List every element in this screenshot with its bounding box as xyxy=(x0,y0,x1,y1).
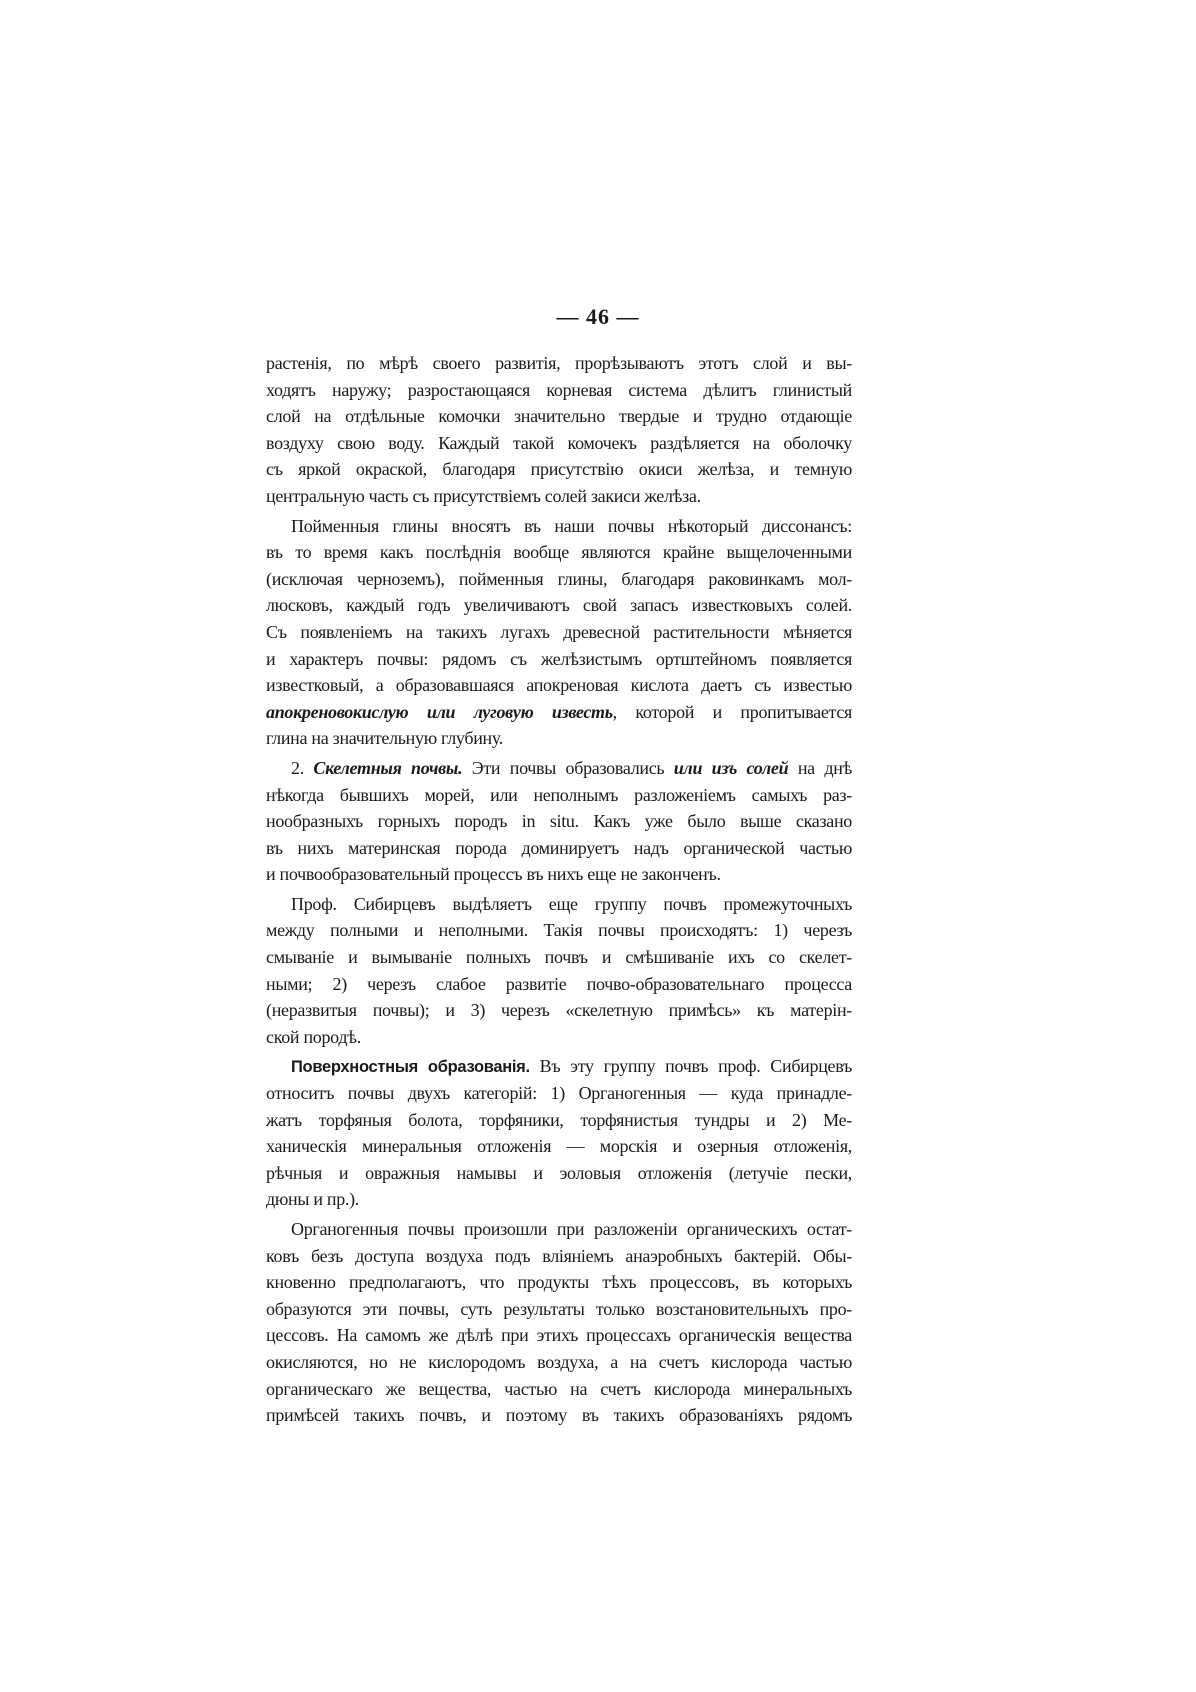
page-number: — 46 — xyxy=(556,304,640,329)
text-span: на днѣ xyxy=(788,757,852,778)
text-span: Эти почвы образовались xyxy=(462,757,674,778)
text-line: ковъ безъ доступа воздуха подъ вліяніемъ анаэробныхъ бактерій. Обы- xyxy=(266,1245,852,1266)
text-line: и почвообразовательный процессъ въ нихъ еще не законченъ. xyxy=(266,864,721,885)
text-line: Проф. Сибирцевъ выдѣляетъ еще группу почвъ промежуточныхъ xyxy=(291,893,852,914)
text-line: дюны и пр.). xyxy=(266,1189,359,1210)
text-line: ными; 2) черезъ слабое развитіе почво-образовательнаго процесса xyxy=(266,973,852,994)
text-line: относитъ почвы двухъ категорій: 1) Органогенныя — куда принадле- xyxy=(266,1083,852,1104)
text-line: рѣчныя и овражныя намывы и эоловыя отложенія (летучіе пески, xyxy=(266,1162,852,1183)
text-line: окисляются, но не кислородомъ воздуха, а на счетъ кислорода частью xyxy=(266,1351,852,1372)
text-line: нообразныхъ горныхъ породъ in situ. Какъ уже было выше сказано xyxy=(266,811,852,832)
italic-term: или изъ солей xyxy=(673,757,789,778)
text-line: Пойменныя глины вносятъ въ наши почвы нѣкоторый диссонансъ: xyxy=(291,515,852,536)
text-line: растенія, по мѣрѣ своего развитія, прорѣзываютъ этотъ слой и вы- xyxy=(266,353,852,373)
text-line: органическаго же вещества, частью на счетъ кислорода минеральныхъ xyxy=(266,1378,852,1399)
text-line: люсковъ, каждый годъ увеличиваютъ свой запасъ известковыхъ солей. xyxy=(266,595,852,616)
text-line: (исключая черноземъ), пойменныя глины, благодаря раковинкамъ мол- xyxy=(266,568,852,589)
text-line: нѣкогда бывшихъ морей, или неполнымъ разложеніемъ самыхъ раз- xyxy=(266,784,852,805)
text-line: цессовъ. На самомъ же дѣлѣ при этихъ процессахъ органическія вещества xyxy=(266,1325,852,1346)
text-line: ходятъ наружу; разростающаяся корневая система дѣлитъ глинистый xyxy=(266,379,852,400)
text-line: Органогенныя почвы произошли при разложеніи органическихъ остат- xyxy=(291,1219,852,1239)
text-line: смываніе и вымываніе полныхъ почвъ и смѣшиваніе ихъ со скелет- xyxy=(266,947,852,968)
text-line: ской породѣ. xyxy=(266,1026,361,1047)
text-span: , которой и пропитывается xyxy=(612,701,852,722)
text-line: съ яркой окраской, благодаря присутствію окиси желѣза, и темную xyxy=(266,459,852,480)
text-line: образуются эти почвы, суть результаты только возстановительныхъ про- xyxy=(266,1298,852,1319)
body-text xyxy=(266,350,852,1429)
text-line: воздуху свою воду. Каждый такой комочекъ раздѣляется на оболочку xyxy=(266,432,852,453)
text-line: Съ появленіемъ на такихъ лугахъ древесной растительности мѣняется xyxy=(266,621,852,642)
text-line: известковый, а образовавшаяся апокреновая кислота даетъ съ известью xyxy=(266,675,852,696)
text-line: жатъ торфяныя болота, торфяники, торфянистыя тундры и 2) Ме- xyxy=(266,1109,852,1130)
italic-term: апокреновокислую или луговую известь xyxy=(266,701,613,722)
text-line: слой на отдѣльные комочки значительно твердые и трудно отдающіе xyxy=(266,406,852,427)
text-line: въ то время какъ послѣднія вообще являются крайне выщелоченными xyxy=(266,542,852,563)
section-heading: Поверхностныя образованія. xyxy=(291,1058,530,1077)
text-line: кновенно предполагаютъ, что продукты тѣхъ процессовъ, въ которыхъ xyxy=(266,1272,852,1293)
text-line xyxy=(266,755,852,782)
text-line xyxy=(266,1053,852,1080)
text-line: глина на значительную глубину. xyxy=(266,728,503,749)
italic-term: Скелетныя почвы. xyxy=(313,757,463,778)
text-line: (неразвитыя почвы); и 3) черезъ «скелетную примѣсь» къ матерін- xyxy=(266,1000,852,1021)
text-span: Въ эту группу почвъ проф. Сибирцевъ xyxy=(529,1056,852,1077)
text-line: въ нихъ материнская порода доминируетъ надъ органической частью xyxy=(266,837,852,858)
text-line xyxy=(266,699,852,726)
text-span: 2. xyxy=(291,757,314,778)
text-line: примѣсей такихъ почвъ, и поэтому въ такихъ образованіяхъ рядомъ xyxy=(266,1405,852,1426)
text-line: ханическія минеральныя отложенія — морскія и озерныя отложенія, xyxy=(266,1136,852,1157)
text-line: и характеръ почвы: рядомъ съ желѣзистымъ ортштейномъ появляется xyxy=(266,648,852,669)
text-line: центральную часть съ присутствіемъ солей закиси желѣза. xyxy=(266,485,701,506)
text-line: между полными и неполными. Такія почвы происходятъ: 1) черезъ xyxy=(266,920,852,941)
